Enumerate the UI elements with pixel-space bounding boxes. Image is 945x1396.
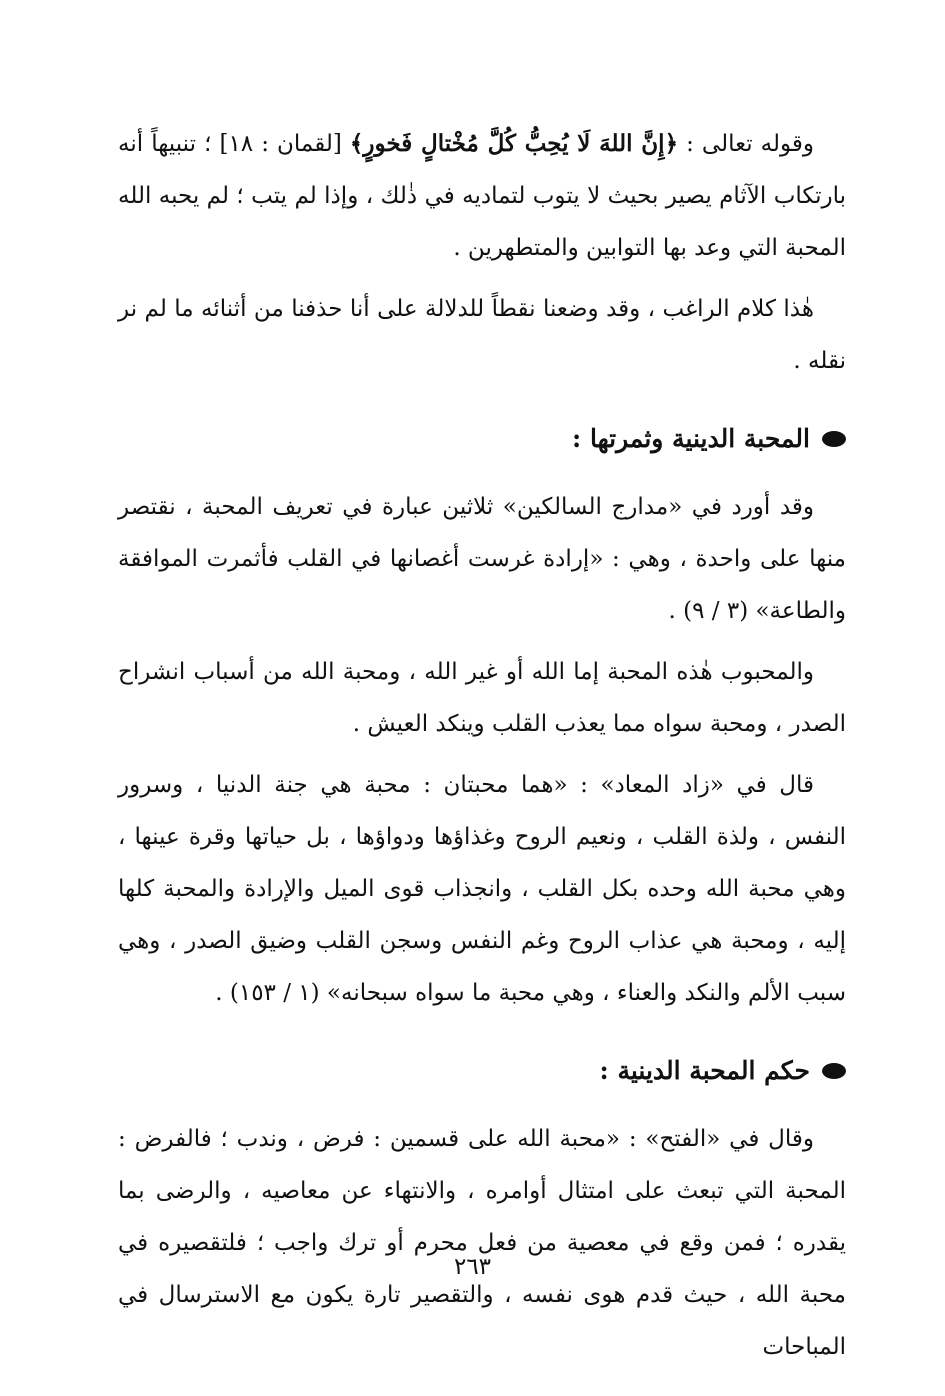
paragraph-continuation: [لقمان : ١٨] ؛ تنبيهاً أنه بارتكاب الآثام يصير بحيث لا يتوب لتماديه في ذٰلك ، وإذا لم يتب ؛ لم يحبه الله المحبة التي وعد بها التوابين والمتطهرين . xyxy=(118,131,846,261)
paragraph-zad-almaad: قال في «زاد المعاد» : «هما محبتان : محبة هي جنة الدنيا ، وسرور النفس ، ولذة القلب ، ونعيم الروح وغذاؤها ودواؤها ، بل حياتها وقرة عينها ، وهي محبة الله وحده بكل القلب ، وانجذاب قوى الميل والإرادة والمحبة كلها إليه ، ومحبة هي عذاب الروح وغم النفس وسجن القلب وضيق الصدر ، وهي سبب الألم والنكد والعناء ، وهي محبة ما سواه سبحانه» (١ / ١٥٣) . xyxy=(118,772,846,1006)
section-heading-text: المحبة الدينية وثمرتها : xyxy=(572,424,810,453)
page-number: ٢٦٣ xyxy=(453,1254,492,1280)
paragraph-raghib-note: هٰذا كلام الراغب ، وقد وضعنا نقطاً للدلالة على أنا حذفنا من أثنائه ما لم نر نقله . xyxy=(118,296,846,374)
paragraph-beloved: والمحبوب هٰذه المحبة إما الله أو غير الله ، ومحبة الله من أسباب انشراح الصدر ، ومحبة سواه مما يعذب القلب وينكد العيش . xyxy=(118,659,846,737)
section-heading-text: حكم المحبة الدينية : xyxy=(599,1056,810,1085)
paragraph-madarij: وقد أورد في «مدارج السالكين» ثلاثين عبارة في تعريف المحبة ، نقتصر منها على واحدة ، وهي : «إرادة غرست أغصانها في القلب فأثمرت الموافقة والطاعة» (٣ / ٩) . xyxy=(118,494,846,624)
paragraph-intro: وقوله تعالى : xyxy=(678,131,814,157)
page-body xyxy=(118,118,846,1382)
section-heading-ruling xyxy=(118,1045,846,1097)
bullet-icon xyxy=(822,431,846,447)
paragraph-quran-citation xyxy=(118,118,846,274)
section-heading-religious-love xyxy=(118,413,846,465)
quran-verse: ﴿إِنَّ اللهَ لَا يُحِبُّ كُلَّ مُخْتالٍ فَخورٍ﴾ xyxy=(349,130,679,157)
paragraph-fath: وقال في «الفتح» : «محبة الله على قسمين : فرض ، وندب ؛ فالفرض : المحبة التي تبعث على امتثال أوامره ، والانتهاء عن معاصيه ، والرضى بما يقدره ؛ فمن وقع في معصية من فعل محرم أو ترك واجب ؛ فلتقصيره في محبة الله ، حيث قدم هوى نفسه ، والتقصير تارة يكون مع الاسترسال في المباحات xyxy=(118,1126,846,1360)
bullet-icon xyxy=(822,1063,846,1079)
